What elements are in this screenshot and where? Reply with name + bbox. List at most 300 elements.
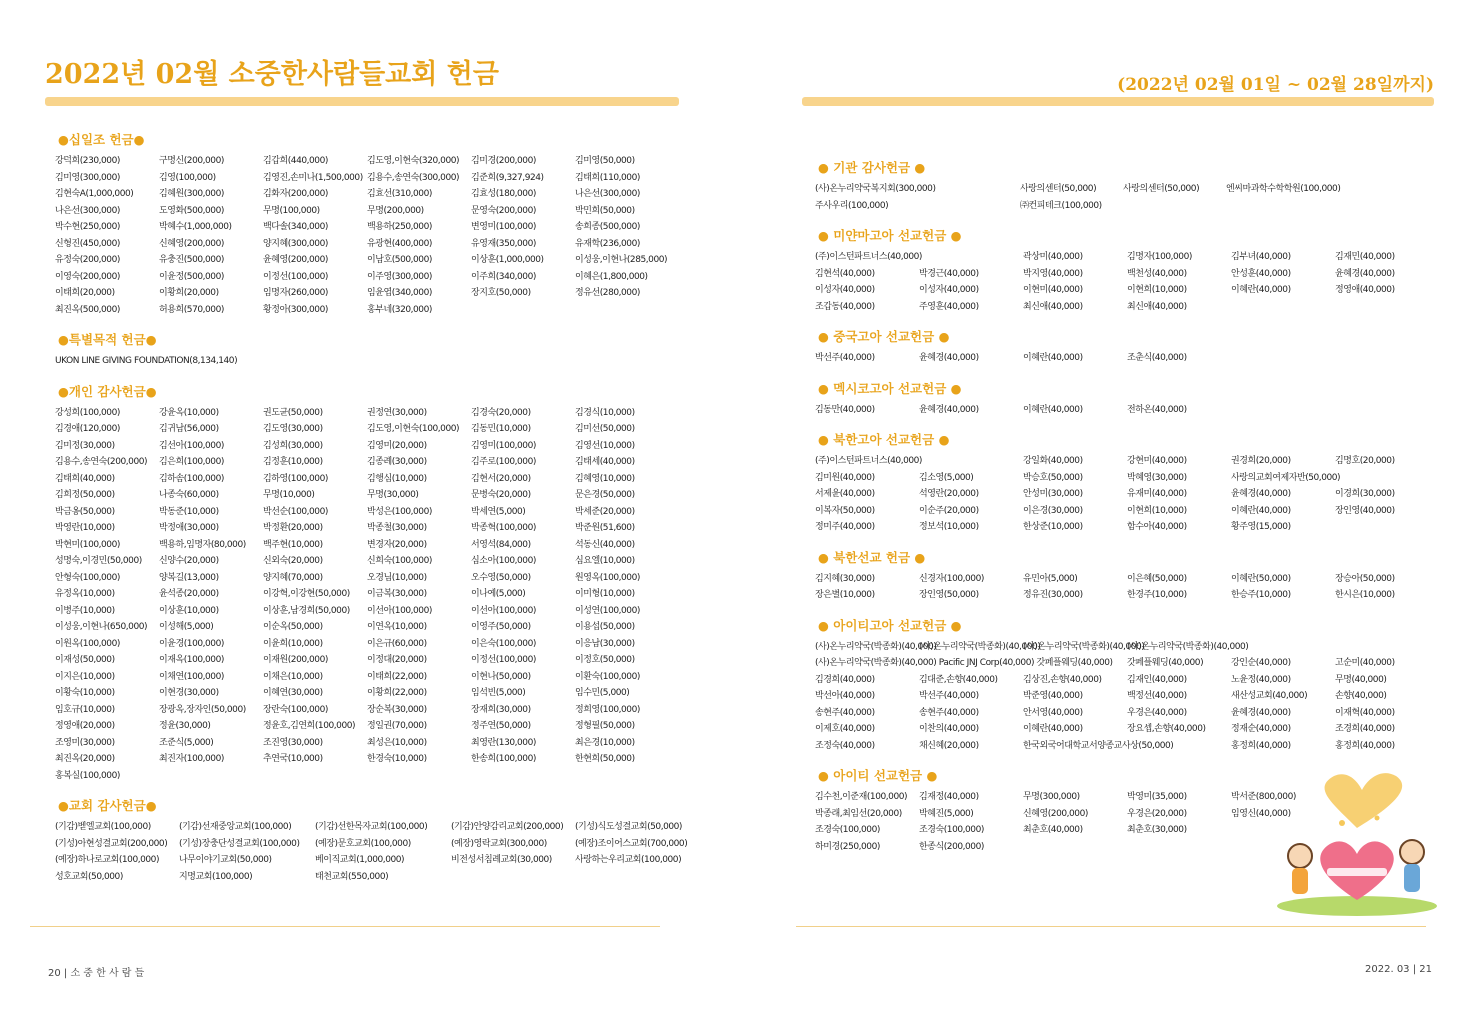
- donor-entry: (사)온누리약국(박종화)(40,000): [815, 641, 937, 652]
- donor-entry: 송희종(500,000): [575, 222, 640, 232]
- donor-entry: 김재민(40,000): [1335, 252, 1395, 262]
- donor-entry: 지명교회(100,000): [179, 871, 253, 882]
- donor-entry: 백용하(250,000): [367, 222, 432, 232]
- donor-entry: 석동신(40,000): [575, 539, 635, 550]
- donor-entry: 장요셉,손향(40,000): [1127, 724, 1206, 734]
- donor-entry: 박현미(100,000): [55, 539, 120, 550]
- donor-entry: 정주연(50,000): [471, 721, 531, 731]
- donor-entry: (사)온누리약국복지회(300,000): [815, 184, 936, 194]
- donor-entry: 추연국(10,000): [263, 754, 323, 764]
- donor-entry: 사랑의교회여제자반(50,000): [1231, 472, 1341, 483]
- donor-entry: (예장)조이어스교회(700,000): [575, 838, 688, 849]
- donor-entry: 윤혜경(40,000): [1335, 268, 1395, 279]
- donor-entry: 엔씨마과학수학학원(100,000): [1226, 184, 1341, 194]
- donor-grid: [55, 155, 675, 316]
- donor-entry: 무명(200,000): [367, 205, 424, 216]
- donor-entry: 사랑의센터(50,000): [1123, 184, 1200, 194]
- donor-entry: 정윤(30,000): [159, 721, 211, 731]
- donor-entry: 장인영(40,000): [1335, 505, 1395, 516]
- donor-entry: 주영훈(40,000): [919, 301, 979, 312]
- donor-entry: 박세준(20,000): [575, 506, 635, 517]
- donor-entry: 조갑동(40,000): [815, 301, 875, 312]
- donor-entry: 이현희(10,000): [1127, 505, 1187, 516]
- donor-entry: (기감)선한목자교회(100,000): [315, 822, 428, 832]
- donor-entry: 김동만(40,000): [815, 404, 875, 415]
- donor-entry: 나무이야기교회(50,000): [179, 855, 272, 865]
- donor-entry: 강덕희(230,000): [55, 156, 120, 166]
- donor-entry: 김종례(30,000): [367, 457, 427, 467]
- donor-entry: 윤혜경(40,000): [919, 353, 979, 363]
- donor-entry: 안형숙(100,000): [55, 572, 120, 583]
- donor-entry: 이현나(50,000): [471, 671, 531, 682]
- donor-entry: [1023, 657, 1127, 670]
- golden-heart-shape: [1325, 773, 1403, 828]
- donor-entry: 김하솜(100,000): [159, 473, 224, 484]
- donor-entry: 곽상미(40,000): [1023, 252, 1083, 262]
- donor-entry: 이선아(100,000): [367, 605, 432, 616]
- donor-entry: 유재학(236,000): [575, 238, 640, 249]
- donor-entry: 정일권(70,000): [367, 721, 427, 731]
- donor-grid: [815, 251, 1415, 313]
- donor-entry: 박선주(40,000): [919, 691, 979, 701]
- boy-head: [1400, 840, 1424, 864]
- donor-entry: 신양수(20,000): [159, 556, 219, 566]
- donor-entry: 김주로(100,000): [471, 457, 536, 467]
- donor-entry: [575, 304, 675, 317]
- donor-entry: 최신애(40,000): [1023, 301, 1083, 312]
- section-title: ● 미얀마고아 선교헌금 ●: [818, 228, 962, 243]
- donor-entry: 최진옥(500,000): [55, 304, 120, 315]
- donor-entry: [1123, 200, 1226, 213]
- donor-entry: (기감)벧엘교회(100,000): [55, 822, 151, 832]
- donor-entry: 김미영(50,000): [575, 156, 635, 166]
- donor-entry: 조진영(30,000): [263, 737, 323, 748]
- donor-entry: 장은별(10,000): [815, 590, 875, 600]
- donor-entry: 홍부네(320,000): [367, 304, 432, 315]
- donor-entry: 김경희(40,000): [815, 674, 875, 685]
- donor-entry: 이현희(10,000): [1127, 285, 1187, 295]
- donor-entry: 한현희(50,000): [575, 754, 635, 764]
- donor-entry: [1226, 200, 1415, 213]
- donor-entry: 김성희(30,000): [263, 440, 323, 451]
- donor-entry: 도영화(500,000): [159, 205, 224, 216]
- donor-entry: 신희숙(100,000): [367, 556, 432, 566]
- donor-entry: 조경희(40,000): [1335, 724, 1395, 734]
- donor-entry: 유광현(400,000): [367, 238, 432, 249]
- donor-entry: 김재정(40,000): [919, 792, 979, 802]
- donor-grid: [55, 821, 688, 883]
- donor-entry: 이강혁,이강현(50,000): [263, 589, 350, 599]
- boy-body: [1404, 864, 1420, 892]
- donor-entry: 김희정(50,000): [55, 490, 115, 500]
- donor-entry: 신외숙(20,000): [263, 556, 323, 566]
- donor-entry: 박성은(100,000): [367, 506, 432, 517]
- donor-entry: 김대준,손향(40,000): [919, 674, 998, 685]
- donor-entry: 우경은(20,000): [1127, 808, 1187, 819]
- donor-entry: 홍정희(40,000): [1231, 740, 1291, 751]
- donor-entry: 신경자(100,000): [919, 573, 984, 584]
- donor-entry: 김경애(120,000): [55, 424, 120, 434]
- donor-entry: 장지호(50,000): [471, 288, 531, 298]
- donor-entry: 이상훈(1,000,000): [471, 255, 544, 265]
- donor-entry: 나은선(300,000): [55, 205, 120, 216]
- donor-entry: 이재성(50,000): [55, 655, 115, 665]
- donor-entry: 유영재(350,000): [471, 238, 536, 249]
- donor-entry: 백다솔(340,000): [263, 222, 328, 232]
- donor-entry: 정윤호,김연희(100,000): [263, 721, 356, 731]
- donor-entry: 고순미(40,000): [1335, 658, 1395, 668]
- donor-entry: 김준희(9,327,924): [471, 172, 544, 183]
- donor-entry: 이성웅,이현나(285,000): [575, 255, 668, 265]
- donor-entry: 유재미(40,000): [1127, 489, 1187, 499]
- right-title-bar: [802, 97, 1434, 106]
- donor-entry: 이성해(5,000): [159, 622, 214, 632]
- section-title: ● 멕시코고아 선교헌금 ●: [818, 380, 962, 396]
- donor-entry: 장승아(50,000): [1335, 573, 1395, 584]
- donor-entry: 김도영,이현숙(100,000): [367, 424, 460, 434]
- donor-grid: [55, 407, 675, 783]
- donor-entry: 이황희(22,000): [367, 688, 427, 698]
- donor-entry: 백천성(40,000): [1127, 268, 1187, 279]
- donor-entry: 변영미(100,000): [471, 222, 536, 232]
- right-bottom-rule: [796, 926, 1426, 927]
- donor-entry: 안성훈(40,000): [1231, 268, 1291, 279]
- donor-entry: 최춘호(40,000): [1023, 825, 1083, 835]
- donor-entry: 이채은(10,000): [263, 671, 323, 682]
- donor-entry: 유정옥(10,000): [55, 589, 115, 599]
- donor-entry: (주)이스턴파트너스(40,000): [815, 252, 922, 262]
- donor-entry: 김용수,송연숙(200,000): [55, 457, 148, 467]
- donor-entry: 이은경(30,000): [1023, 505, 1083, 516]
- donor-entry: 김경숙(20,000): [471, 407, 531, 418]
- donor-entry: 이윤경(100,000): [159, 638, 224, 649]
- donor-entry: 이정선(100,000): [263, 271, 328, 282]
- donor-entry: 이혜란(40,000): [1231, 285, 1291, 295]
- donor-entry: 조춘식(40,000): [1127, 353, 1187, 363]
- donor-entry: 이정선(100,000): [471, 655, 536, 665]
- donor-entry: 장순복(30,000): [367, 704, 427, 715]
- donor-entry: 안서영(40,000): [1023, 707, 1083, 718]
- donor-entry: [919, 657, 1023, 670]
- donor-entry: 박혜수(1,000,000): [159, 222, 232, 232]
- heart-banner: [1327, 868, 1387, 876]
- donor-entry: 김은희(100,000): [159, 457, 224, 467]
- donor-entry: 임석빈(5,000): [471, 688, 526, 698]
- donor-grid: [815, 573, 1415, 602]
- donor-entry: 최진자(100,000): [159, 754, 224, 764]
- donor-entry: 임윤엽(340,000): [367, 288, 432, 298]
- donor-entry: 이재혁(40,000): [1335, 707, 1395, 718]
- date-range: (2022년 02월 01일 ~ 02월 28일까지): [1117, 75, 1434, 95]
- donor-entry: 이현미(40,000): [1023, 285, 1083, 295]
- donor-entry: 오수영(50,000): [471, 572, 531, 583]
- offering-section: [815, 327, 1415, 365]
- donor-entry: (사)온누리약국(박종화)(40,000): [919, 641, 1041, 652]
- donor-entry: 이은혜(50,000): [1127, 573, 1187, 584]
- donor-entry: UKON LINE GIVING FOUNDATION(8,134,140): [55, 356, 238, 366]
- offering-section: [815, 548, 1415, 602]
- donor-entry: 성명숙,이경민(50,000): [55, 556, 142, 566]
- donor-entry: 한시은(10,000): [1335, 590, 1395, 600]
- donor-entry: [1335, 301, 1415, 314]
- donor-entry: [1335, 352, 1415, 365]
- donor-grid: [815, 455, 1415, 534]
- donor-entry: 장광옥,장자인(50,000): [159, 704, 246, 715]
- donor-entry: 이황숙(10,000): [55, 688, 115, 698]
- donor-entry: 김효성(180,000): [471, 189, 536, 199]
- donor-entry: 이상훈,남경희(50,000): [263, 605, 350, 616]
- donor-entry: 사랑의센터(50,000): [1020, 184, 1097, 194]
- donor-entry: 박금옹(50,000): [55, 506, 115, 517]
- donor-entry: 김명자(100,000): [1127, 252, 1192, 262]
- donor-entry: 신혜영(200,000): [1023, 808, 1088, 819]
- donor-entry: (기감)안양감리교회(200,000): [451, 822, 564, 832]
- donor-entry: 이윤정(500,000): [159, 271, 224, 282]
- donor-entry: 이혜연(30,000): [263, 688, 323, 698]
- donor-entry: 최은경(10,000): [575, 737, 635, 748]
- donor-entry: 김현숙A(1,000,000): [55, 189, 134, 199]
- donor-entry: [1335, 641, 1415, 654]
- donor-entry: 이성연(100,000): [575, 605, 640, 616]
- donor-entry: 박선아(40,000): [815, 691, 875, 701]
- donor-grid: [815, 641, 1415, 753]
- donor-entry: 윤혜경(40,000): [1231, 707, 1291, 718]
- donor-entry: 박종철(30,000): [367, 523, 427, 533]
- donor-entry: 임호규(10,000): [55, 704, 115, 715]
- donor-entry: [919, 251, 1023, 264]
- donor-entry: 이지은(10,000): [55, 671, 115, 682]
- donor-entry: 양지혜(70,000): [263, 572, 323, 583]
- donor-entry: (기성)아현성결교회(200,000): [55, 838, 168, 849]
- section-title: ● 북한선교 헌금 ●: [818, 549, 926, 565]
- donor-entry: 김미선(50,000): [575, 424, 635, 434]
- section-title: ●특별목적 헌금●: [58, 332, 157, 347]
- donor-entry: 이정호(50,000): [575, 655, 635, 665]
- donor-entry: [471, 304, 575, 317]
- donor-entry: 무명(30,000): [367, 490, 419, 500]
- children-heart-illustration: [1272, 768, 1442, 918]
- donor-entry: 김영선(10,000): [575, 440, 635, 451]
- donor-entry: 변경자(20,000): [367, 539, 427, 550]
- donor-entry: (예장)문호교회(100,000): [315, 838, 411, 849]
- section-title: ● 기관 감사헌금 ●: [818, 160, 926, 175]
- donor-entry: 갓페플웨딩(40,000): [1127, 658, 1204, 668]
- donor-entry: 강현미(40,000): [1127, 456, 1187, 466]
- donor-entry: 이혜란(40,000): [1023, 724, 1083, 734]
- donor-entry: 양지혜(300,000): [263, 238, 328, 249]
- donor-entry: 이남호(500,000): [367, 255, 432, 265]
- donor-entry: 이선아(100,000): [471, 605, 536, 616]
- offering-section: [815, 226, 1415, 313]
- donor-entry: [1335, 404, 1415, 417]
- donor-entry: 이태희(20,000): [55, 288, 115, 298]
- donor-entry: 신형진(450,000): [55, 238, 120, 249]
- section-title: ● 아이티 선교헌금 ●: [818, 768, 938, 783]
- donor-entry: 송현주(40,000): [919, 707, 979, 718]
- donor-entry: 정재순(40,000): [1231, 724, 1291, 734]
- donor-entry: 김하영(100,000): [263, 473, 328, 484]
- donor-entry: 이주영(300,000): [367, 271, 432, 282]
- donor-entry: 이윤희(10,000): [263, 638, 323, 649]
- donor-entry: 이혜란(40,000): [1023, 404, 1083, 415]
- donor-entry: 이재원(200,000): [263, 655, 328, 665]
- donor-grid: [815, 183, 1415, 212]
- section-title: ● 아이티고아 선교헌금 ●: [818, 617, 962, 633]
- donor-entry: 김현석(40,000): [815, 268, 875, 279]
- donor-entry: 베이직교회(1,000,000): [315, 855, 405, 865]
- donor-entry: 이은규(60,000): [367, 638, 427, 649]
- donor-entry: 무명(10,000): [263, 490, 315, 500]
- donor-entry: 최춘호(30,000): [1127, 825, 1187, 835]
- offering-section: [55, 330, 675, 368]
- donor-entry: 이경희(30,000): [1335, 489, 1395, 499]
- donor-entry: 윤혜영(200,000): [263, 255, 328, 265]
- donor-entry: 안성미(30,000): [1023, 489, 1083, 499]
- donor-entry: 윤석종(20,000): [159, 589, 219, 599]
- donor-entry: 정희영(100,000): [575, 704, 640, 715]
- donor-entry: 심소아(100,000): [471, 556, 536, 566]
- donor-entry: 백용하,임명자(80,000): [159, 539, 246, 550]
- donor-entry: (주)이스턴파트너스(40,000): [815, 456, 922, 466]
- donor-entry: 박혜진(5,000): [919, 808, 974, 819]
- donor-entry: 황주영(15,000): [1231, 522, 1291, 532]
- donor-entry: 새산성교회(40,000): [1231, 691, 1308, 701]
- donor-entry: (기감)선재중앙교회(100,000): [179, 822, 292, 832]
- donor-entry: 김태희(40,000): [55, 473, 115, 484]
- donor-entry: 비전성서침례교회(30,000): [451, 855, 552, 865]
- donor-entry: 이환숙(100,000): [575, 671, 640, 682]
- donor-entry: 원영옥(100,000): [575, 572, 640, 583]
- donor-entry: 주사우리(100,000): [815, 200, 889, 211]
- donor-entry: 윤혜경(40,000): [1231, 489, 1291, 499]
- donor-entry: 서제윤(40,000): [815, 489, 875, 499]
- donor-entry: 강인순(40,000): [1231, 658, 1291, 668]
- donor-entry: (기성)장충단성결교회(100,000): [179, 838, 300, 849]
- offering-section: [815, 158, 1415, 212]
- donor-entry: 이영주(50,000): [471, 622, 531, 632]
- donor-entry: 박지영(40,000): [1023, 268, 1083, 279]
- section-title: ● 북한고아 선교헌금 ●: [818, 432, 950, 447]
- donor-entry: 박선주(40,000): [815, 353, 875, 363]
- donor-entry: 최영란(130,000): [471, 737, 536, 748]
- donor-entry: 박준영(40,000): [1023, 691, 1083, 701]
- donor-entry: 이채연(100,000): [159, 671, 224, 682]
- footer-left-page-number: 20 | 소 중 한 사 람 들: [48, 968, 145, 979]
- donor-entry: (기성)식도성결교회(50,000): [575, 822, 682, 832]
- donor-entry: 한경숙(10,000): [367, 754, 427, 764]
- donor-entry: 이복자(50,000): [815, 505, 875, 516]
- donor-entry: 황정아(300,000): [263, 304, 328, 315]
- donor-entry: 이혜은(1,800,000): [575, 271, 648, 282]
- donor-entry: 박승호(50,000): [1023, 472, 1083, 483]
- girl-body: [1292, 868, 1308, 894]
- donor-entry: 이재옥(100,000): [159, 655, 224, 665]
- donor-entry: 이태희(22,000): [367, 671, 427, 682]
- donor-entry: 이연옥(10,000): [367, 622, 427, 632]
- donor-entry: 문은경(50,000): [575, 490, 635, 500]
- donor-entry: 김미경(200,000): [471, 156, 536, 166]
- donor-entry: 임명자(260,000): [263, 288, 328, 298]
- donor-entry: 최진옥(20,000): [55, 754, 115, 764]
- donor-entry: (예장)하나로교회(100,000): [55, 855, 160, 865]
- donor-entry: 권경희(20,000): [1231, 456, 1291, 466]
- donor-entry: 이미형(10,000): [575, 589, 635, 599]
- donor-entry: ㈜컨피테크(100,000): [1020, 200, 1102, 211]
- donor-entry: 나은선(300,000): [575, 189, 640, 199]
- donor-entry: 정유진(30,000): [1023, 590, 1083, 600]
- donor-entry: [1231, 641, 1335, 654]
- donor-entry: 김지혜(30,000): [815, 573, 875, 584]
- donor-entry: 김도영(30,000): [263, 424, 323, 434]
- girl-head: [1288, 844, 1312, 868]
- donor-entry: 김부녀(40,000): [1231, 252, 1291, 262]
- donor-entry: 무명(300,000): [1023, 792, 1080, 802]
- donor-entry: 박수현(250,000): [55, 222, 120, 232]
- donor-grid: [815, 352, 1415, 365]
- donor-entry: 이현경(30,000): [159, 688, 219, 698]
- donor-entry: 김선아(100,000): [159, 440, 224, 451]
- donor-entry: 홍정희(40,000): [1335, 740, 1395, 751]
- right-page-column: [815, 158, 1415, 867]
- donor-entry: 이성웅,이현나(650,000): [55, 622, 148, 632]
- donor-entry: [471, 770, 575, 783]
- donor-entry: 장인영(50,000): [919, 590, 979, 600]
- donor-entry: 박동준(10,000): [159, 506, 219, 517]
- donor-entry: 사랑하는우리교회(100,000): [575, 855, 682, 865]
- donor-entry: 김효선(310,000): [367, 189, 432, 199]
- donor-entry: 이제호(40,000): [815, 724, 875, 734]
- donor-entry: 문영숙(200,000): [471, 205, 536, 216]
- donor-entry: 무명(100,000): [263, 205, 320, 216]
- donor-entry: 이순옥(50,000): [263, 622, 323, 632]
- donor-entry: 권정연(30,000): [367, 407, 427, 418]
- offering-section: [55, 796, 688, 883]
- donor-entry: 이주희(340,000): [471, 271, 536, 282]
- donor-entry: 김소영(5,000): [919, 472, 974, 483]
- donor-entry: 김갑희(440,000): [263, 156, 328, 166]
- donor-entry: 김용수,송연숙(300,000): [367, 172, 460, 183]
- donor-entry: 박정애(30,000): [159, 523, 219, 533]
- section-title: ●십일조 헌금●: [58, 132, 145, 147]
- donor-entry: 한승주(10,000): [1231, 590, 1291, 600]
- donor-entry: 유충진(500,000): [159, 255, 224, 265]
- donor-entry: 조경숙(100,000): [815, 825, 880, 835]
- offering-section: [815, 430, 1415, 534]
- donor-entry: 한경주(10,000): [1127, 590, 1187, 600]
- donor-entry: 박선순(100,000): [263, 506, 328, 517]
- donor-entry: 이혜란(40,000): [1023, 353, 1083, 363]
- footer-right-page-number: 2022. 03 | 21: [1365, 964, 1432, 975]
- donor-entry: 석영란(20,000): [919, 489, 979, 499]
- donor-entry: 송현주(40,000): [815, 707, 875, 718]
- donor-entry: 정보석(10,000): [919, 522, 979, 532]
- donor-entry: 김영진,손미나(1,500,000): [263, 172, 363, 183]
- donor-entry: 장재희(30,000): [471, 704, 531, 715]
- donor-entry: 김동민(10,000): [471, 424, 531, 434]
- donor-entry: 최성은(10,000): [367, 737, 427, 748]
- donor-entry: 김도영,이현숙(320,000): [367, 156, 460, 166]
- donor-entry: 임영신(40,000): [1231, 808, 1291, 819]
- donor-entry: 김태세(40,000): [575, 457, 635, 467]
- donor-entry: 박영미(35,000): [1127, 792, 1187, 802]
- offering-section: [815, 616, 1415, 753]
- left-bottom-rule: [30, 926, 660, 927]
- donor-entry: 유정숙(200,000): [55, 255, 120, 265]
- donor-entry: 이황희(20,000): [159, 288, 219, 298]
- donor-entry: 이상훈(10,000): [159, 605, 219, 616]
- donor-entry: 성호교회(50,000): [55, 871, 123, 882]
- donor-entry: [1335, 521, 1415, 534]
